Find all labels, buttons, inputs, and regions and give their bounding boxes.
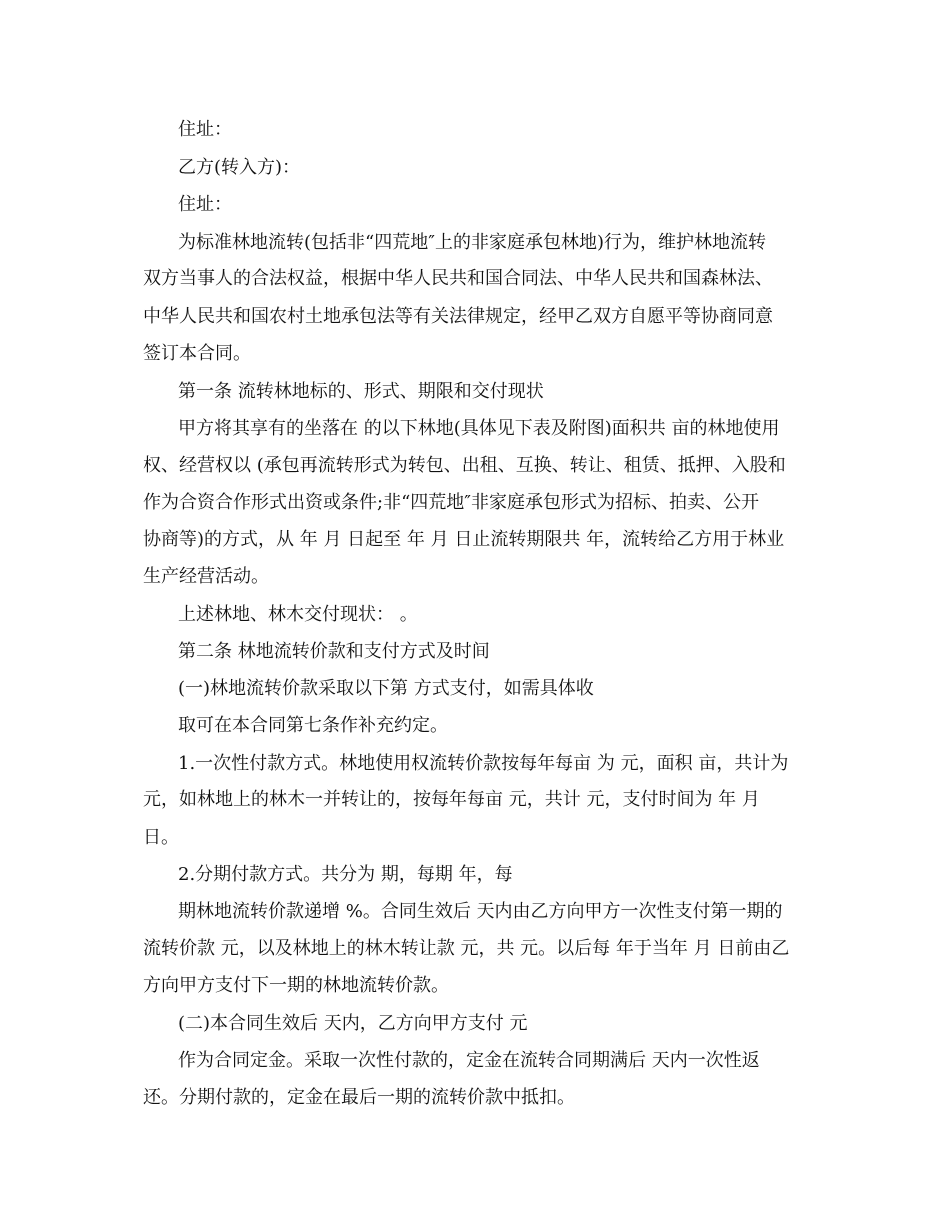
preamble-line-1: 为标准林地流转(包括非“四荒地″上的非家庭承包林地)行为，维护林地流转: [178, 232, 766, 253]
address-line-party-b: 住址：: [178, 194, 232, 215]
article-1-body-line-4: 协商等)的方式，从 年 月 日起至 年 月 日止流转期限共 年，流转给乙方用于林业: [143, 529, 785, 550]
clause-2-1-line: (一)林地流转价款采取以下第 方式支付，如需具体收: [178, 678, 594, 699]
party-b-line: 乙方(转入方)：: [178, 157, 301, 178]
lump-sum-line-2: 元，如林地上的林木一并转让的，按每年每亩 元，共计 元，支付时间为 年 月: [143, 789, 760, 810]
lump-sum-line-1: 1.一次性付款方式。林地使用权流转价款按每年每亩 为 元，面积 亩，共计为: [178, 753, 789, 774]
installment-line: 2.分期付款方式。共分为 期，每期 年，每: [178, 864, 513, 885]
article-1-heading: 第一条 流转林地标的、形式、期限和交付现状: [178, 381, 544, 402]
address-line-party-a: 住址：: [178, 119, 232, 140]
article-1-body-line-3: 作为合资合作形式出资或条件;非“四荒地″非家庭承包形式为招标、拍卖、公开: [143, 492, 759, 513]
installment-body-line-1: 期林地流转价款递增 %。合同生效后 天内由乙方向甲方一次性支付第一期的: [178, 901, 783, 922]
delivery-status-line: 上述林地、林木交付现状： 。: [178, 604, 418, 625]
preamble-line-3: 中华人民共和国农村土地承包法等有关法律规定，经甲乙双方自愿平等协商同意: [143, 306, 773, 327]
preamble-line-4: 签订本合同。: [143, 343, 251, 364]
article-2-heading: 第二条 林地流转价款和支付方式及时间: [178, 641, 490, 662]
installment-body-line-3: 方向甲方支付下一期的林地流转价款。: [143, 975, 449, 996]
deposit-line-1: 作为合同定金。采取一次性付款的，定金在流转合同期满后 天内一次性返: [178, 1050, 760, 1071]
article-1-body-line-2: 权、经营权以 (承包再流转形式为转包、出租、互换、转让、租赁、抵押、入股和: [143, 455, 786, 476]
article-1-body-line-1: 甲方将其享有的坐落在 的以下林地(具体见下表及附图)面积共 亩的林地使用: [178, 418, 780, 439]
clause-2-1-continuation: 取可在本合同第七条作补充约定。: [178, 715, 448, 736]
preamble-line-2: 双方当事人的合法权益，根据中华人民共和国合同法、中华人民共和国森林法、: [143, 268, 773, 289]
deposit-line-2: 还。分期付款的，定金在最后一期的流转价款中抵扣。: [143, 1087, 575, 1108]
installment-body-line-2: 流转价款 元，以及林地上的林木转让款 元，共 元。以后每 年于当年 月 日前由乙: [143, 938, 790, 959]
clause-2-2-line: (二)本合同生效后 天内，乙方向甲方支付 元: [178, 1013, 528, 1034]
article-1-body-line-5: 生产经营活动。: [143, 566, 269, 587]
lump-sum-line-3: 日。: [143, 827, 179, 848]
